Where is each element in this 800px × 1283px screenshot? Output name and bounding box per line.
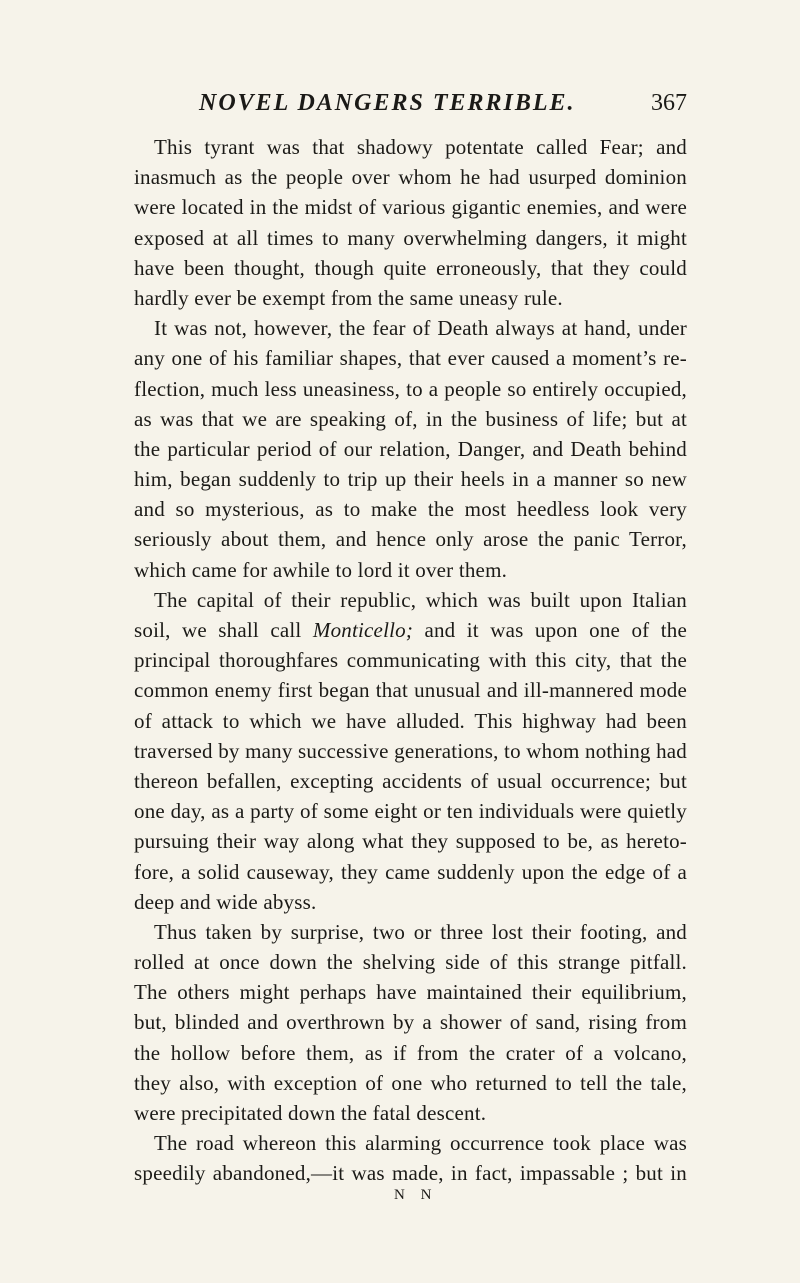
text-line: the hollow before them, as if from the crater of a volcano, (134, 1040, 687, 1065)
text-line: as was that we are speaking of, in the business of life; but at (134, 406, 687, 431)
text-line: principal thoroughfares communicating with this city, that the (134, 648, 687, 673)
page-number: 367 (651, 90, 687, 116)
text-line: Thus taken by surprise, two or three lost their footing, and (154, 919, 687, 944)
text-line: they also, with exception of one who returned to tell the tale, (134, 1070, 687, 1095)
text-line: seriously about them, and hence only arose the panic Terror, (134, 527, 687, 552)
text-segment: soil, we shall call (134, 618, 302, 642)
place-name-italic: Monticello; (312, 618, 414, 642)
text-line: were precipitated down the fatal descent. (134, 1101, 487, 1125)
text-line: but, blinded and overthrown by a shower of sand, rising from (134, 1010, 687, 1035)
text-line: flection, much less uneasiness, to a people so entirely occupied, (134, 376, 687, 401)
text-line: any one of his familiar shapes, that ever caused a moment’s re- (134, 346, 687, 371)
text-line: which came for awhile to lord it over them. (134, 557, 508, 582)
text-line: the particular period of our relation, Danger, and Death behind (134, 436, 687, 461)
text-line: fore, a solid causeway, they came suddenly upon the edge of a (134, 859, 687, 884)
text-line: pursuing their way along what they supposed to be, as hereto- (134, 829, 687, 854)
text-line: inasmuch as the people over whom he had usurped dominion (134, 165, 687, 190)
text-line: and so mysterious, as to make the most heedless look very (134, 497, 687, 522)
text-line: have been thought, though quite erroneously, that they could (134, 255, 687, 280)
text-line: The others might perhaps have maintained their equilibrium, (134, 980, 687, 1005)
running-head (135, 90, 687, 124)
text-line: exposed at all times to many overwhelming dangers, it might (134, 225, 687, 250)
text-line: rolled at once down the shelving side of this strange pitfall. (134, 950, 687, 975)
text-line: one day, as a party of some eight or ten individuals were quietly (134, 799, 687, 824)
text-line-with-italic (134, 615, 687, 645)
text-line: This tyrant was that shadowy potentate called Fear; and (154, 135, 687, 159)
text-line: It was not, however, the fear of Death always at hand, under (154, 316, 687, 341)
body-text (134, 132, 687, 1189)
text-line: speedily abandoned,—it was made, in fact, impassable ; but in (134, 1161, 687, 1186)
text-line: traversed by many successive generations, to whom nothing had (134, 738, 687, 763)
text-line: thereon befallen, excepting accidents of usual occurrence; but (134, 768, 687, 793)
text-line: The road whereon this alarming occurrence took place was (154, 1131, 687, 1156)
text-line: deep and wide abyss. (134, 889, 317, 914)
text-line: of attack to which we have alluded. This highway had been (134, 708, 687, 733)
text-line: him, began suddenly to trip up their heels in a manner so new (134, 467, 687, 492)
text-line: were located in the midst of various gigantic enemies, and were (134, 195, 687, 220)
text-line: The capital of their republic, which was built upon Italian (154, 587, 687, 612)
text-line: hardly ever be exempt from the same uneasy rule. (134, 285, 563, 310)
signature-mark: N N (394, 1187, 438, 1203)
running-title: NOVEL DANGERS TERRIBLE. (199, 90, 576, 116)
text-segment: and it was upon one of the (424, 618, 687, 642)
text-line: common enemy first began that unusual and ill-mannered mode (134, 678, 687, 703)
